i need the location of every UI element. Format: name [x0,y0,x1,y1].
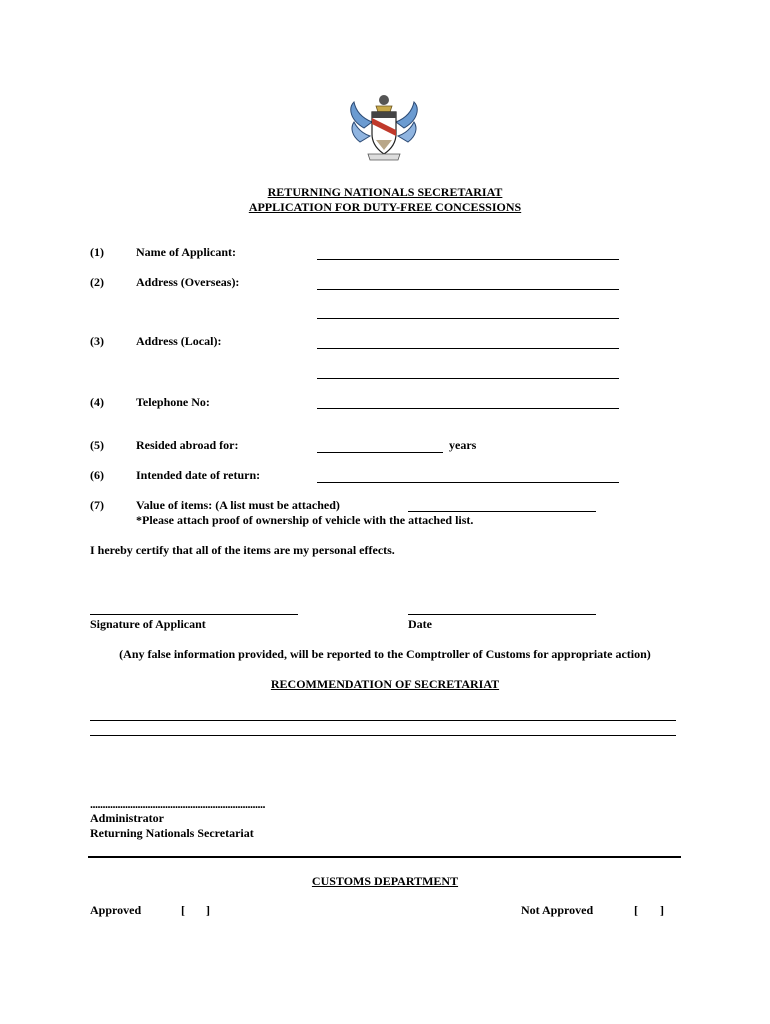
field-number: (7) [90,498,104,512]
address-overseas-input-line-1[interactable] [317,289,619,290]
customs-heading: CUSTOMS DEPARTMENT [311,874,459,888]
not-approved-label: Not Approved [521,903,594,917]
address-local-input-line-1[interactable] [317,348,619,349]
address-local-input-line-2[interactable] [317,378,619,379]
administrator-signature-dots: ...................................................................... [90,797,265,811]
administrator-title: Administrator [90,811,164,825]
false-info-warning: (Any false information provided, will be reported to the Comptroller of Customs for appropriate action) [119,647,651,661]
field-number: (3) [90,334,104,348]
years-suffix: years [449,438,477,452]
approved-label: Approved [90,903,142,917]
field-label-value-items: Value of items: (A list must be attached) [136,498,340,512]
approved-checkbox-close[interactable]: ] [206,903,210,917]
recommendation-heading: RECOMMENDATION OF SECRETARIAT [270,677,500,691]
name-input-line[interactable] [317,259,619,260]
recommendation-input-line-1[interactable] [90,720,676,721]
approved-checkbox-open[interactable]: [ [181,903,185,917]
telephone-input-line[interactable] [317,408,619,409]
form-subtitle: APPLICATION FOR DUTY-FREE CONCESSIONS [248,200,522,214]
administrator-org: Returning Nationals Secretariat [90,826,254,840]
field-number: (2) [90,275,104,289]
signature-input-line[interactable] [90,614,298,615]
field-number: (4) [90,395,104,409]
date-label: Date [408,617,432,631]
section-divider [88,856,681,858]
value-items-input-line[interactable] [408,511,596,512]
signature-label: Signature of Applicant [90,617,206,631]
field-label-address-local: Address (Local): [136,334,222,348]
field-label-address-overseas: Address (Overseas): [136,275,240,289]
field-label-resided-abroad: Resided abroad for: [136,438,239,452]
certification-statement: I hereby certify that all of the items are my personal effects. [90,543,395,557]
return-date-input-line[interactable] [317,482,619,483]
date-input-line[interactable] [408,614,596,615]
field-label-name: Name of Applicant: [136,245,236,259]
recommendation-input-line-2[interactable] [90,735,676,736]
field-label-return-date: Intended date of return: [136,468,261,482]
vehicle-proof-note: *Please attach proof of ownership of vehicle with the attached list. [136,513,474,527]
address-overseas-input-line-2[interactable] [317,318,619,319]
resided-years-input-line[interactable] [317,452,443,453]
not-approved-checkbox-close[interactable]: ] [660,903,664,917]
field-label-telephone: Telephone No: [136,395,210,409]
coat-of-arms-emblem [346,90,422,166]
not-approved-checkbox-open[interactable]: [ [634,903,638,917]
field-number: (6) [90,468,104,482]
field-number: (1) [90,245,104,259]
field-number: (5) [90,438,104,452]
form-title: RETURNING NATIONALS SECRETARIAT [267,185,503,199]
